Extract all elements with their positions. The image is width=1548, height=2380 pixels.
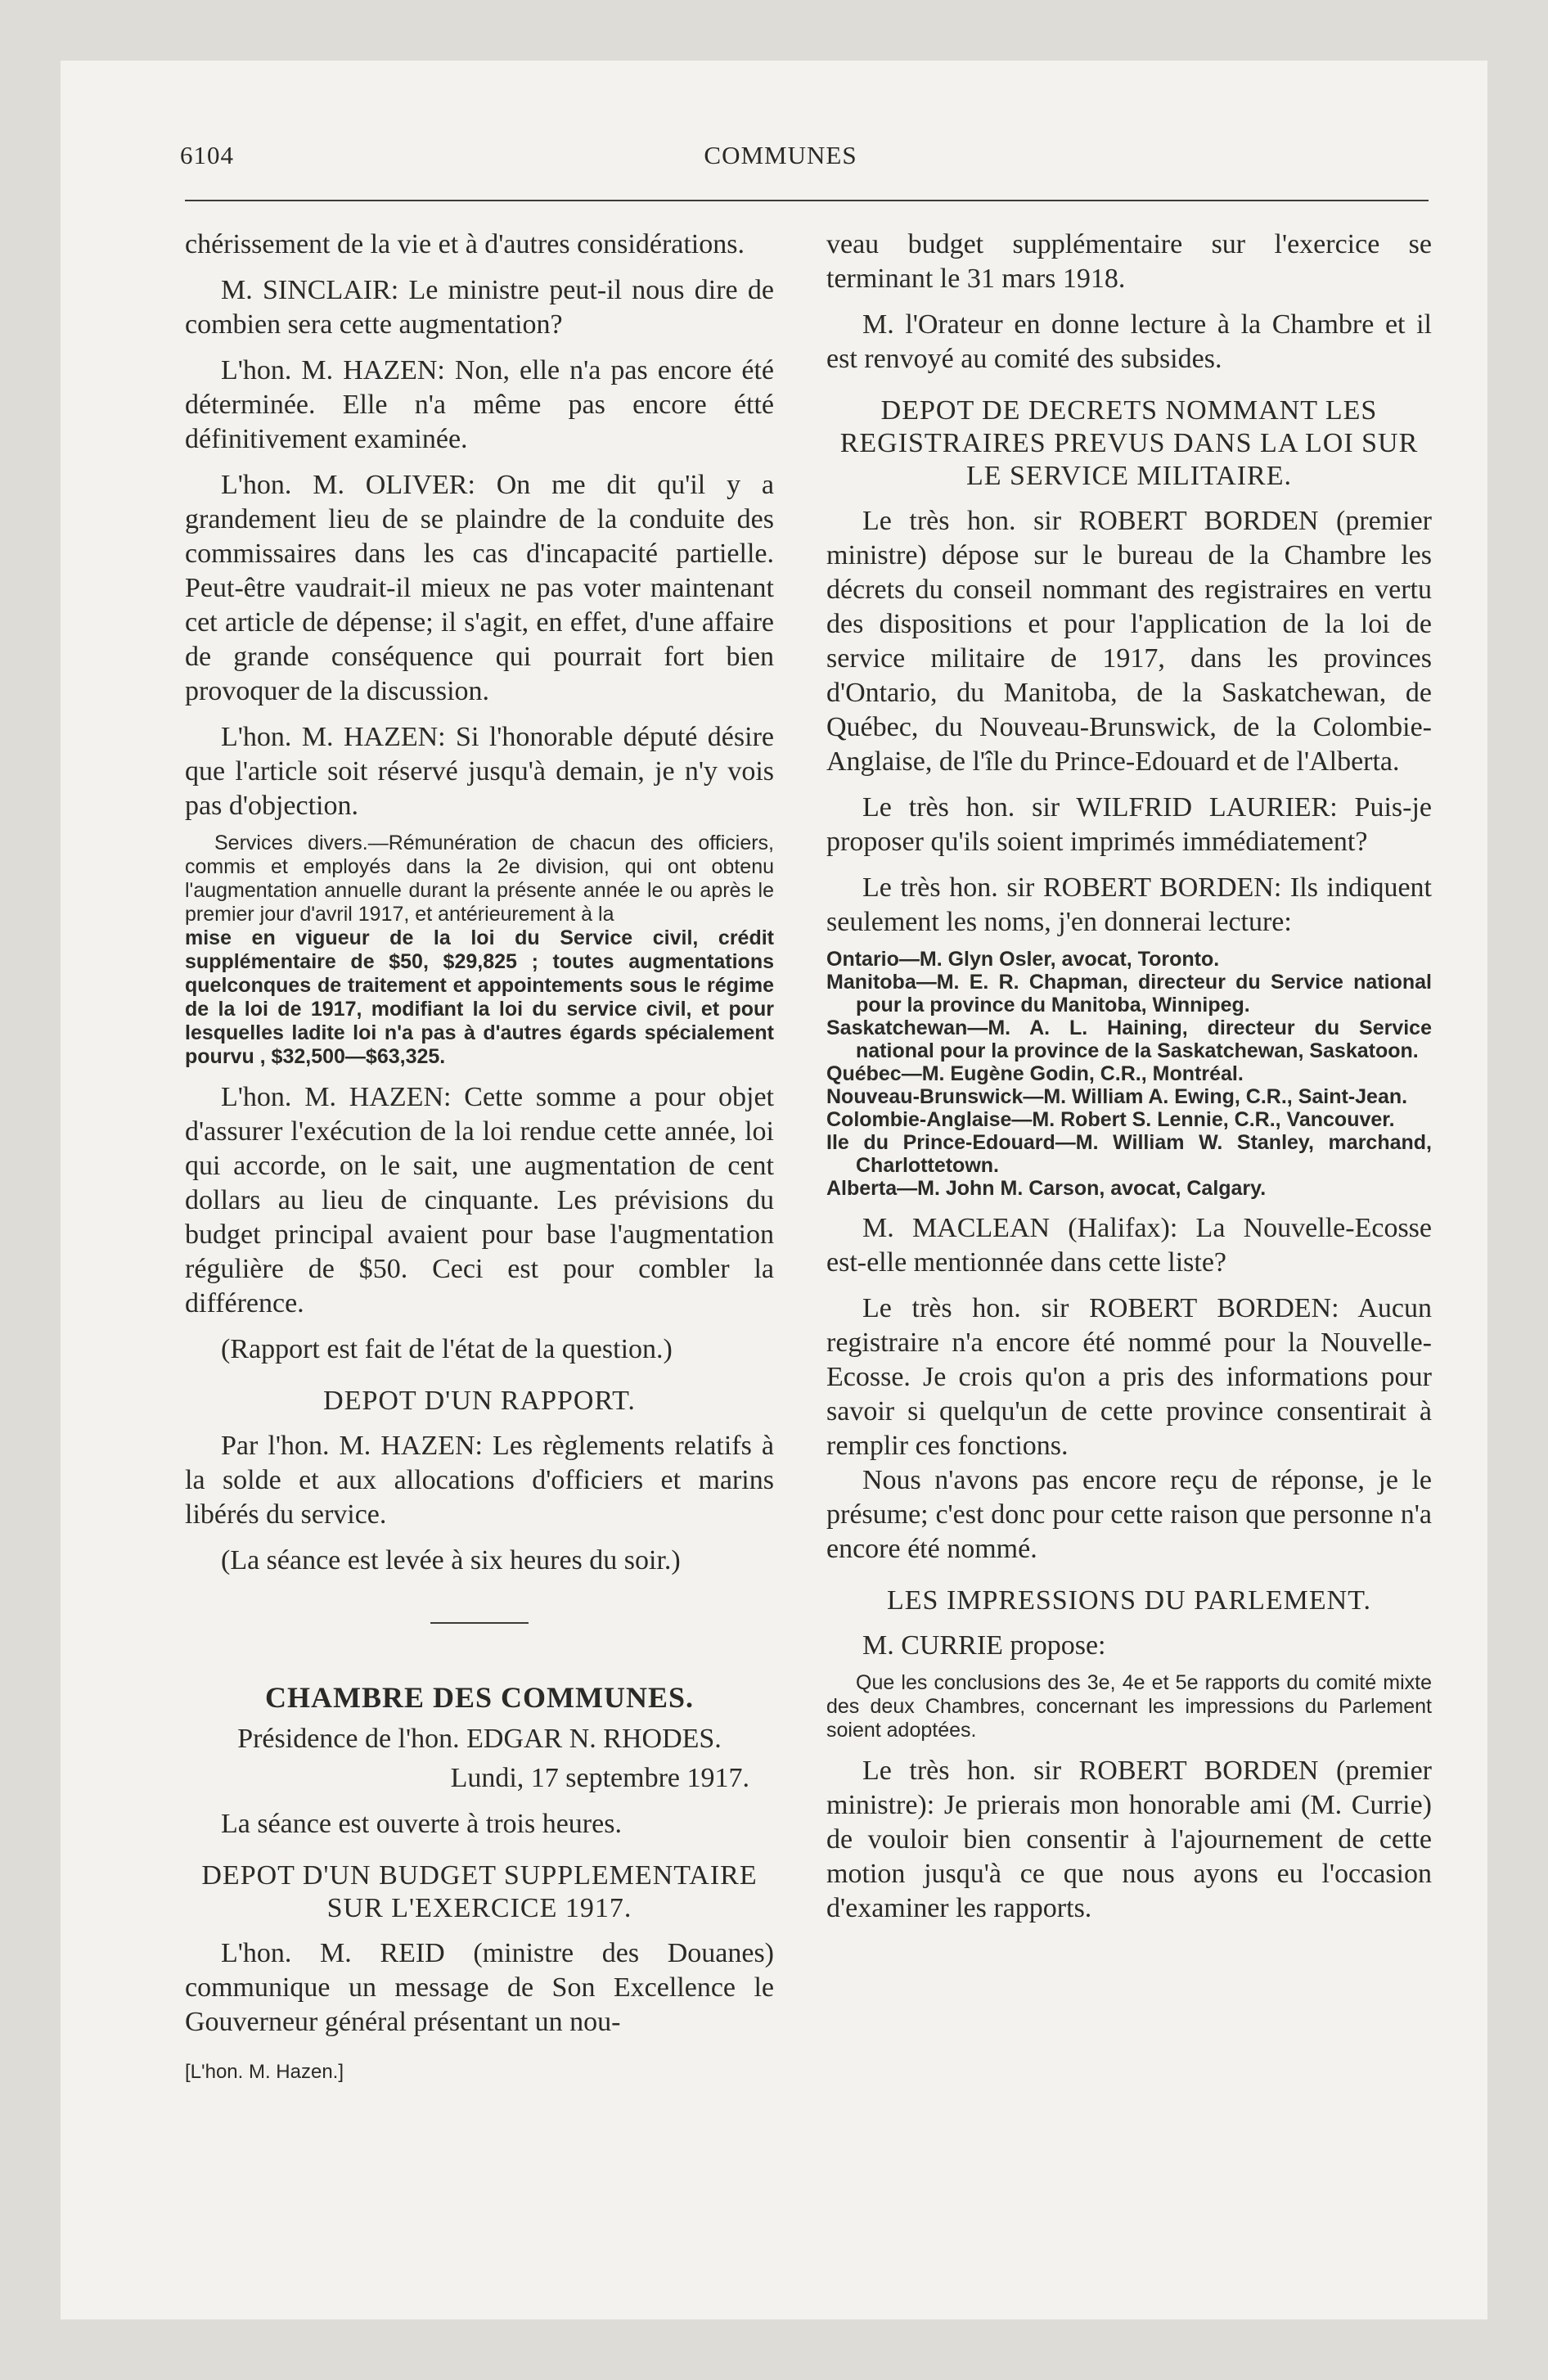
paragraph: L'hon. M. REID (ministre des Douanes) communique un message de Son Excellence le Gouverneur général présentant un nou- (185, 1938, 774, 2037)
presidence-line: Présidence de l'hon. EDGAR N. RHODES. (237, 1724, 722, 1754)
paragraph: M. SINCLAIR: Le ministre peut-il nous dire de combien sera cette augmentation? (185, 275, 774, 340)
paragraph: (La séance est levée à six heures du soir.) (221, 1545, 681, 1575)
motion-text: Que les conclusions des 3e, 4e et 5e rapports du comité mixte des deux Chambres, concernant les impressions du Parlement soient adoptées. (826, 1671, 1432, 1742)
paragraph: Le très hon. sir WILFRID LAURIER: Puis-je proposer qu'ils soient imprimés immédiatement? (826, 792, 1432, 857)
paragraph: Par l'hon. M. HAZEN: Les règlements relatifs à la solde et aux allocations d'officiers et marins libérés du service. (185, 1431, 774, 1530)
paragraph: Le très hon. sir ROBERT BORDEN: Aucun registraire n'a encore été nommé pour la Nouvelle-Ecosse. Je crois qu'on a pris des informations pour savoir si quelqu'un de cette province consentirait à remplir ces fonctions. (826, 1293, 1432, 1461)
paragraph: chérissement de la vie et à d'autres considérations. (185, 229, 745, 259)
paragraph: M. MACLEAN (Halifax): La Nouvelle-Ecosse est-elle mentionnée dans cette liste? (826, 1213, 1432, 1278)
paragraph: veau budget supplémentaire sur l'exercice se terminant le 31 mars 1918. (826, 229, 1432, 294)
section-heading: DEPOT D'UN BUDGET SUPPLEMENTAIRE SUR L'EXERCICE 1917. (201, 1860, 758, 1923)
section-heading: DEPOT DE DECRETS NOMMANT LES REGISTRAIRES PREVUS DANS LA LOI SUR LE SERVICE MILITAIRE. (839, 395, 1419, 491)
paragraph: M. CURRIE propose: (862, 1630, 1106, 1661)
estimate-item-bold: mise en vigueur de la loi du Service civil, crédit supplémentaire de $50, $29,825 ; toutes augmentations quelconques de traitement et appointements sous le régime de la loi de 1917, modifiant la loi du service civil, et pour lesquelles ladite loi n'a pas à d'autres égards spécialement pourvu , $32,500—$63,325. (185, 926, 774, 1068)
paragraph: L'hon. M. HAZEN: Si l'honorable député désire que l'article soit réservé jusqu'à demain, je n'y vois pas d'objection. (185, 722, 774, 821)
paragraph: Le très hon. sir ROBERT BORDEN: Ils indiquent seulement les noms, j'en donnerai lecture: (826, 872, 1432, 937)
paragraph: Nous n'avons pas encore reçu de réponse, je le présume; c'est donc pour cette raison que personne n'a encore été nommé. (826, 1465, 1432, 1564)
list-item: Québec—M. Eugène Godin, C.R., Montréal. (826, 1062, 1244, 1085)
list-item: Ile du Prince-Edouard—M. William W. Stanley, marchand, Charlottetown. (826, 1131, 1432, 1177)
paragraph: L'hon. M. OLIVER: On me dit qu'il y a grandement lieu de se plaindre de la conduite des commissaires dans les cas d'incapacité partielle. Peut-être vaudrait-il mieux ne pas voter maintenant cet article de dépense; il s'agit, en effet, d'une affaire de grande conséquence qui pourrait fort bien provoquer de la discussion. (185, 470, 774, 706)
estimate-item: Services divers.—Rémunération de chacun des officiers, commis et employés dans la 2e division, qui ont obtenu l'augmentation annuelle durant la présente année le ou après le premier jour d'avril 1917, et antérieurement à la (185, 832, 774, 926)
left-column (185, 228, 774, 2084)
page-footer: [L'hon. M. Hazen.] (185, 2061, 344, 2083)
section-heading: LES IMPRESSIONS DU PARLEMENT. (887, 1585, 1371, 1616)
chamber-heading: CHAMBRE DES COMMUNES. (264, 1681, 694, 1714)
page-header (126, 141, 1427, 177)
list-item: Saskatchewan—M. A. L. Haining, directeur du Service national pour la province de la Saskatchewan, Saskatoon. (826, 1016, 1432, 1062)
list-item: Colombie-Anglaise—M. Robert S. Lennie, C.R., Vancouver. (826, 1108, 1395, 1131)
paragraph: La séance est ouverte à trois heures. (221, 1809, 622, 1839)
paragraph: M. l'Orateur en donne lecture à la Chambre et il est renvoyé au comité des subsides. (826, 309, 1432, 374)
section-separator (430, 1622, 529, 1624)
paragraph: L'hon. M. HAZEN: Non, elle n'a pas encore été déterminée. Elle n'a même pas encore étté définitivement examinée. (185, 355, 774, 454)
paragraph: Le très hon. sir ROBERT BORDEN (premier ministre) dépose sur le bureau de la Chambre les décrets du conseil nommant des registraires en vertu des dispositions et pour l'application de la loi de service militaire de 1917, dans les provinces d'Ontario, du Manitoba, de la Saskatchewan, de Québec, du Nouveau-Brunswick, de la Colombie-Anglaise, de l'île du Prince-Edouard et de l'Alberta. (826, 506, 1432, 777)
sitting-date: Lundi, 17 septembre 1917. (450, 1763, 749, 1793)
list-item: Alberta—M. John M. Carson, avocat, Calgary. (826, 1177, 1267, 1200)
header-rule (185, 200, 1429, 201)
paragraph: L'hon. M. HAZEN: Cette somme a pour objet d'assurer l'exécution de la loi rendue cette année, loi qui accorde, on le sait, une augmentation de cent dollars au lieu de cinquante. Les prévisions du budget principal avaient pour base l'augmentation régulière de $50. Ceci est pour combler la différence. (185, 1082, 774, 1318)
paragraph: (Rapport est fait de l'état de la question.) (221, 1334, 673, 1364)
right-column (826, 228, 1432, 1926)
list-item: Manitoba—M. E. R. Chapman, directeur du Service national pour la province du Manitoba, Winnipeg. (826, 971, 1432, 1016)
running-title: COMMUNES (704, 141, 857, 169)
list-item: Nouveau-Brunswick—M. William A. Ewing, C.R., Saint-Jean. (826, 1085, 1408, 1108)
page-number: 6104 (180, 141, 234, 169)
paragraph: Le très hon. sir ROBERT BORDEN (premier ministre): Je prierais mon honorable ami (M. Currie) de vouloir bien consentir à l'ajournement de cette motion jusqu'à ce que nous ayons eu l'occasion d'examiner les rapports. (826, 1756, 1432, 1923)
list-item: Ontario—M. Glyn Osler, avocat, Toronto. (826, 948, 1220, 971)
registrar-list (826, 948, 1432, 1200)
section-heading: DEPOT D'UN RAPPORT. (323, 1386, 636, 1416)
